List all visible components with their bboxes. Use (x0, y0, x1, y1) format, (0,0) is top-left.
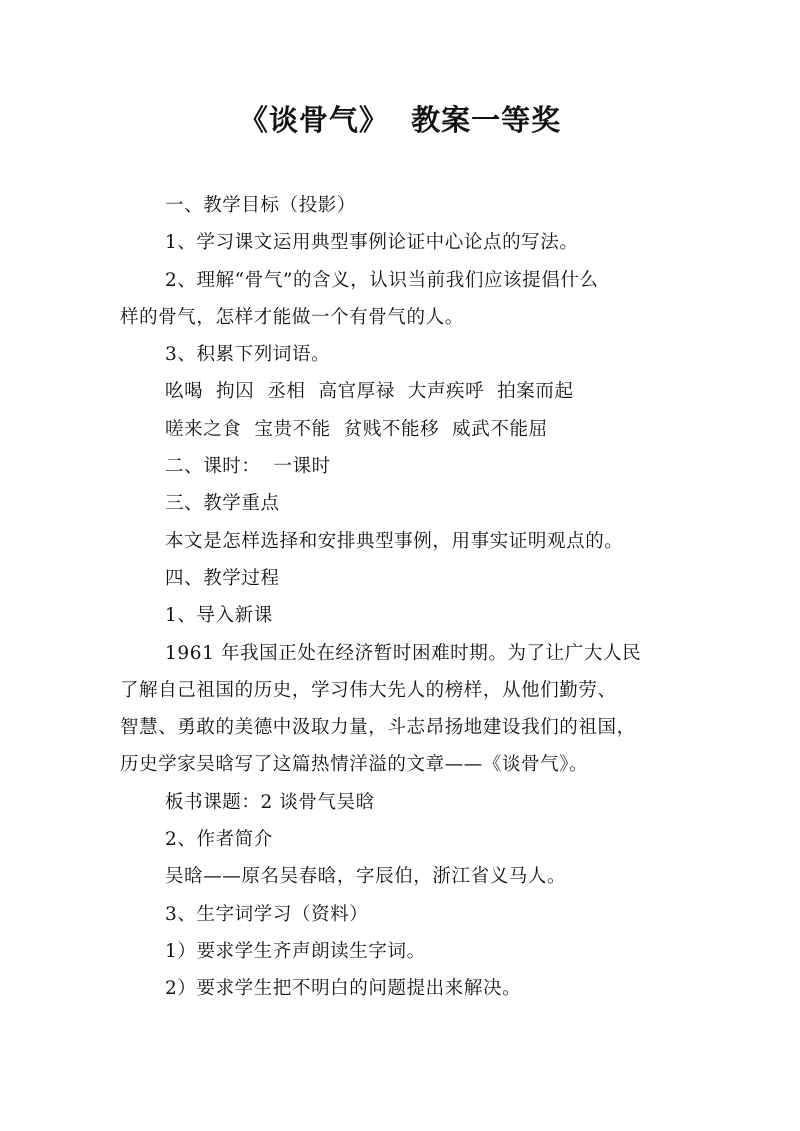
subheading: 2、作者简介 (165, 829, 273, 851)
vocabulary-line: 嗟来之食 宝贵不能 贫贱不能移 威武不能屈 (165, 418, 548, 440)
document-body (120, 187, 700, 1008)
section-heading-key-points: 三、教学重点 (165, 493, 280, 515)
subheading: 3、生字词学习（资料） (165, 903, 369, 925)
section-heading-lesson-time: 二、课时： 一课时 (165, 456, 331, 478)
paragraph: 板书课题：2 谈骨气吴晗 (165, 791, 375, 813)
document-title: 《谈骨气》 教案一等奖 (238, 103, 562, 137)
paragraph: 吴晗——原名吴春晗，字辰伯，浙江省义马人。 (165, 866, 567, 888)
paragraph-continuation: 了解自己祖国的历史，学习伟大先人的榜样，从他们勤劳、 (120, 679, 617, 701)
paragraph-continuation: 智慧、勇敢的美德中汲取力量，斗志昂扬地建设我们的祖国， (120, 717, 636, 739)
paragraph: 1）要求学生齐声朗读生字词。 (165, 940, 426, 962)
vocabulary-line: 吆喝 拘囚 丞相 高官厚禄 大声疾呼 拍案而起 (165, 381, 574, 403)
section-heading-objectives: 一、教学目标（投影） (165, 195, 357, 216)
paragraph-continuation: 历史学家吴晗写了这篇热情洋溢的文章——《谈骨气》。 (120, 754, 589, 776)
paragraph: 1961 年我国正处在经济暂时困难时期。为了让广大人民 (165, 642, 642, 664)
subheading: 1、导入新课 (165, 605, 273, 627)
paragraph: 3、积累下列词语。 (165, 344, 331, 366)
paragraph-continuation: 样的骨气，怎样才能做一个有骨气的人。 (120, 306, 464, 328)
paragraph: 2、理解“骨气”的含义，认识当前我们应该提倡什么 (165, 269, 599, 291)
paragraph: 1、学习课文运用典型事例论证中心论点的写法。 (165, 232, 579, 254)
section-heading-process: 四、教学过程 (165, 567, 280, 589)
paragraph: 本文是怎样选择和安排典型事例，用事实证明观点的。 (165, 530, 624, 552)
paragraph: 2）要求学生把不明白的问题提出来解决。 (165, 978, 522, 1000)
